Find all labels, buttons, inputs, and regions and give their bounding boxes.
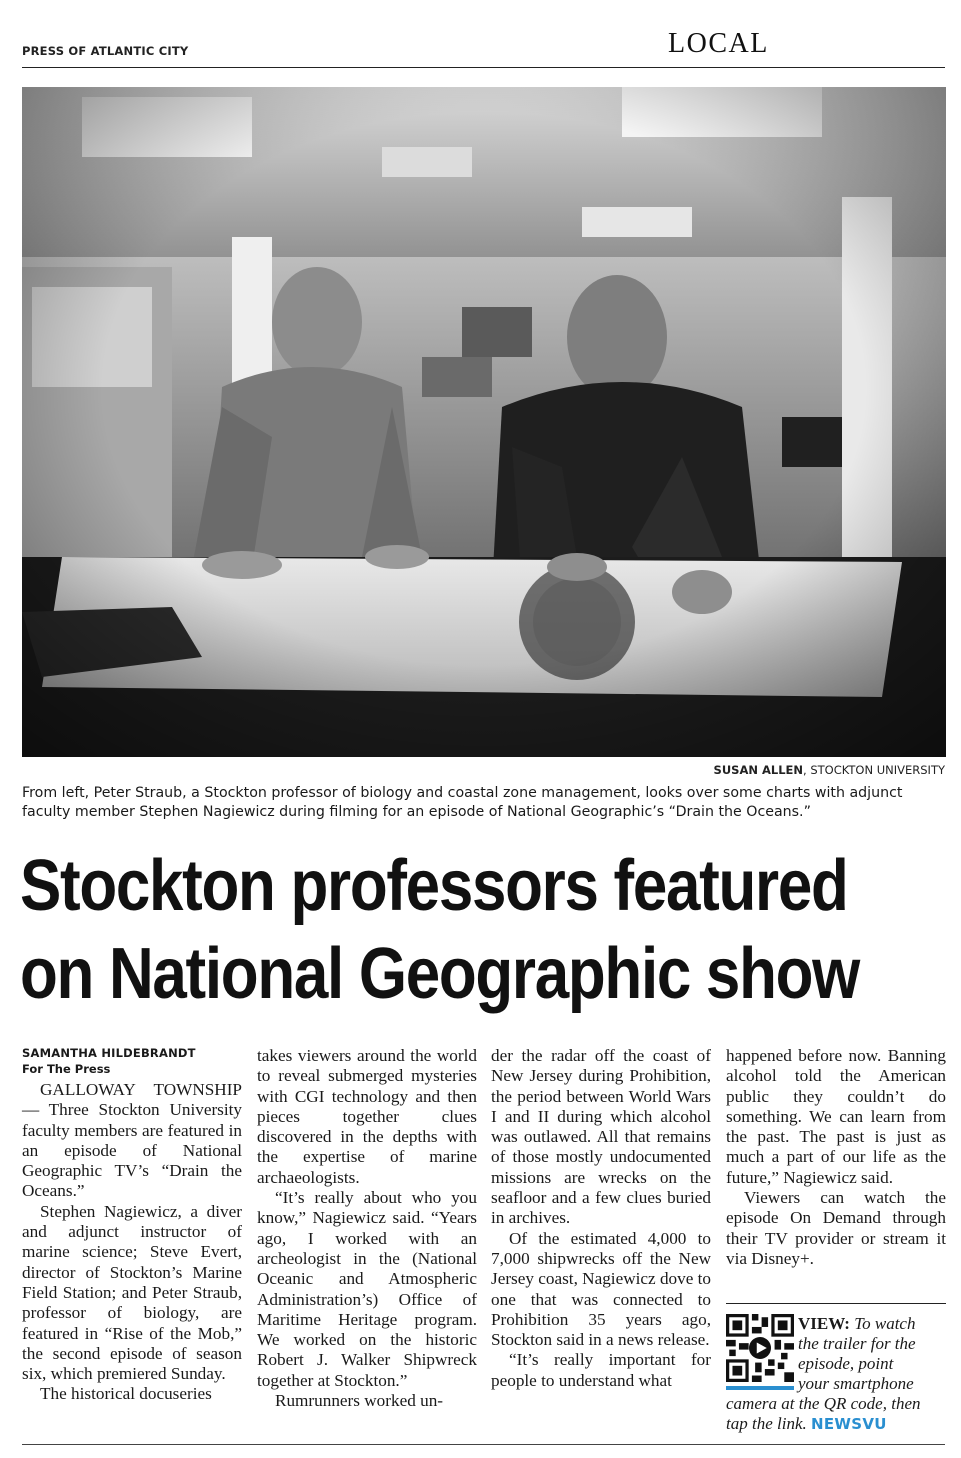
article-paragraph: Of the estimated 4,000 to 7,000 shipwrecks off the New Jersey coast, Nagiewicz dove to one that was connected to Prohibition 35 years ago, Stockton said in a news release. [491,1228,712,1350]
article-column-2 [257,1046,477,1411]
masthead [22,22,945,68]
byline-author: SAMANTHA HILDEBRANDT [22,1046,196,1060]
article-paragraph: Viewers can watch the episode On Demand through their TV provider or stream it via Disney+. [726,1188,946,1268]
photo-credit-org: , STOCKTON UNIVERSITY [803,763,945,777]
article-paragraph: The historical docuseries [40,1384,212,1404]
headline-line-2: on National Geographic show [20,934,860,1014]
view-instruction-line: tap the link. [726,1414,807,1433]
photo-caption: From left, Peter Straub, a Stockton professor of biology and coastal zone management, looks over some charts with adjunct faculty member Stephen Nagiewicz during filming for an episode of National Geographic’s “Drain the Oceans.” [22,785,903,820]
article-photo [22,87,946,757]
article-paragraph: Stephen Nagiewicz, a diver and adjunct instructor of marine science; Steve Evert, director of Stockton’s Marine Field Station; and Peter Straub, professor of biology, are featured in “Rise of the Mob,” the second episode of season six, which premiered Sunday. [22,1201,242,1384]
article-column-1 [22,1046,242,1405]
article-paragraph: “It’s really important for people to understand what [491,1350,711,1390]
view-promo-box [726,1303,946,1433]
article-paragraph: GALLOWAY TOWNSHIP — Three Stockton University faculty members are featured in an episode of National Geographic TV’s “Drain the Oceans.” [22,1080,242,1201]
headline-line-1: Stockton professors featured [20,846,848,926]
view-label: VIEW: [798,1314,850,1333]
article-paragraph: Rumrunners worked un- [275,1391,444,1411]
byline-affiliation: For The Press [22,1062,111,1076]
qr-accent-bar [726,1386,794,1390]
newspaper-name: PRESS OF ATLANTIC CITY [22,44,189,58]
qr-code-icon[interactable] [726,1314,794,1382]
article-column-3 [491,1046,711,1391]
photo-credit [714,763,945,777]
section-name: LOCAL [668,28,769,59]
view-instruction-line: camera at the QR code, then [726,1394,921,1413]
article-paragraph: “It’s really about who you know,” Nagiewicz said. “Years ago, I worked with an archeologist in the (National Oceanic and Atmospheric Administration’s) Office of Maritime Heritage program. We worked on the historic Robert J. Walker Shipwreck together at Stockton.” [257,1188,477,1390]
footer-rule [22,1444,945,1445]
view-instruction-line: To watch [849,1314,916,1333]
view-instruction-line: episode, point [798,1354,894,1373]
article-paragraph: happened before now. Banning alcohol told the American public they couldn’t do something. We can learn from the past. The past is just as much a part of our life as the future,” Nagiewicz said. [726,1046,946,1187]
view-instruction-line: your smartphone [798,1374,914,1393]
headline [20,842,860,1018]
article-paragraph: takes viewers around the world to reveal submerged mysteries with CGI technology and then pieces together clues discovered in the depths with the expertise of marine archaeologists. [257,1046,477,1187]
photo-credit-name: SUSAN ALLEN [713,763,804,777]
view-instruction-line: the trailer for the [798,1334,916,1353]
newsvu-brand[interactable]: NEWSVU [810,1415,887,1433]
article-column-4 [726,1046,946,1269]
article-paragraph: der the radar off the coast of New Jersey during Prohibition, the period between World Wars I and II during which alcohol was outlawed. All that remains of those mostly undocumented missions are wrecks on the seafloor and a few clues buried in archives. [491,1046,711,1228]
